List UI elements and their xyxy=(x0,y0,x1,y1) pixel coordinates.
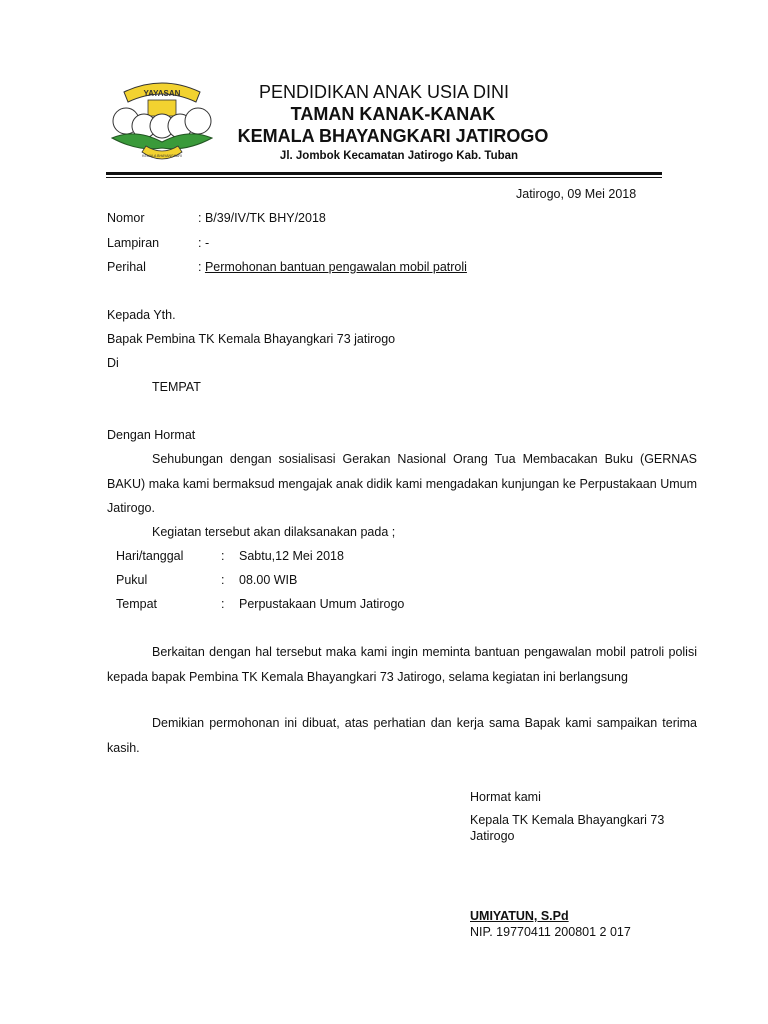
recipient-place: TEMPAT xyxy=(152,380,201,394)
meta-colon: : xyxy=(198,260,205,274)
detail-value: Sabtu,12 Mei 2018 xyxy=(239,549,344,563)
meta-value-nomor: : B/39/IV/TK BHY/2018 xyxy=(198,211,326,225)
detail-label: Pukul xyxy=(116,573,148,587)
svg-text:YAYASAN: YAYASAN xyxy=(143,89,181,98)
detail-value: Perpustakaan Umum Jatirogo xyxy=(239,597,405,611)
meta-label-lampiran: Lampiran xyxy=(107,236,160,250)
meta-perihal xyxy=(198,260,467,274)
paragraph-2: Kegiatan tersebut akan dilaksanakan pada ; xyxy=(152,525,396,539)
recipient-di: Di xyxy=(107,356,119,370)
detail-colon: : xyxy=(221,573,225,587)
opening: Dengan Hormat xyxy=(107,428,196,442)
header-rule xyxy=(106,172,662,175)
signature-closing: Hormat kami xyxy=(470,790,541,804)
detail-label: Hari/tanggal xyxy=(116,549,184,563)
meta-label-nomor: Nomor xyxy=(107,211,145,225)
letterhead-line3: KEMALA BHAYANGKARI JATIROGO xyxy=(237,126,549,146)
letter-date: Jatirogo, 09 Mei 2018 xyxy=(516,187,637,201)
detail-label: Tempat xyxy=(116,597,157,611)
detail-value: 08.00 WIB xyxy=(239,573,298,587)
meta-value-perihal: Permohonan bantuan pengawalan mobil patroli xyxy=(204,260,467,274)
recipient-greeting: Kepada Yth. xyxy=(107,308,176,322)
signature-nip: NIP. 19770411 200801 2 017 xyxy=(470,925,631,939)
header-rule-thin xyxy=(106,177,662,178)
meta-label-perihal: Perihal xyxy=(107,260,146,274)
signature-name: UMIYATUN, S.Pd xyxy=(470,909,569,923)
paragraph-1: Sehubungan dengan sosialisasi Gerakan Nasional Orang Tua Membacakan Buku (GERNAS BAKU) maka kami bermaksud mengajak anak didik kami mengadakan kunjungan ke Perpustakaan Umum Jatirogo. xyxy=(107,452,697,515)
paragraph-4: Demikian permohonan ini dibuat, atas perhatian dan kerja sama Bapak kami sampaikan terima kasih. xyxy=(107,716,697,755)
recipient-name: Bapak Pembina TK Kemala Bhayangkari 73 jatirogo xyxy=(107,332,396,346)
letterhead-line2: TAMAN KANAK-KANAK xyxy=(290,104,496,124)
signature-position-2: Jatirogo xyxy=(470,829,515,843)
paragraph-3: Berkaitan dengan hal tersebut maka kami ingin meminta bantuan pengawalan mobil patroli polisi kepada bapak Pembina TK Kemala Bhayangkari 73 Jatirogo, selama kegiatan ini berlangsung xyxy=(107,645,697,684)
svg-text:KEMALA BHAYANGKARI: KEMALA BHAYANGKARI xyxy=(142,154,182,158)
detail-colon: : xyxy=(221,549,225,563)
detail-colon: : xyxy=(221,597,225,611)
meta-value-lampiran: : - xyxy=(198,236,210,250)
signature-position-1: Kepala TK Kemala Bhayangkari 73 xyxy=(470,813,665,827)
letterhead-address: Jl. Jombok Kecamatan Jatirogo Kab. Tuban xyxy=(279,150,519,162)
letterhead-line1: PENDIDIKAN ANAK USIA DINI xyxy=(258,82,510,102)
